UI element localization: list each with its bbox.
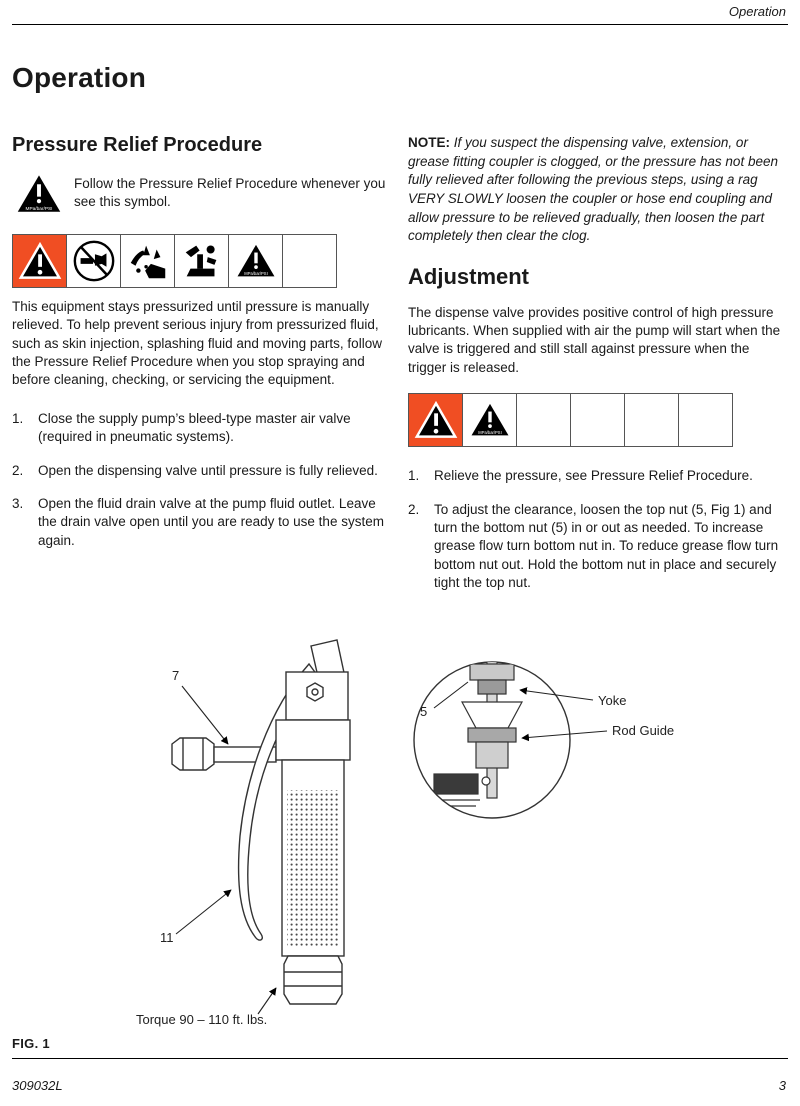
mpa-bar-psi-label: MPa/bar/PSI	[477, 430, 502, 436]
moving-parts-hazard-icon	[175, 235, 229, 287]
list-item	[408, 501, 790, 593]
list-item	[408, 467, 790, 485]
mpa-bar-psi-label: MPa/bar/PSI	[243, 270, 268, 276]
step-number: 1.	[12, 410, 24, 426]
step-number: 3.	[12, 495, 24, 511]
list-item	[12, 462, 388, 480]
right-column	[408, 134, 790, 607]
adjustment-intro: The dispense valve provides positive control of high pressure lubricants. When supplied with air the pump will start when the valve is triggered and still stall against pressure when the trigger is released.	[408, 304, 781, 375]
figure-caption: FIG. 1	[12, 1036, 50, 1051]
step-number: 1.	[408, 468, 420, 484]
empty-hazard-cell	[517, 394, 571, 446]
section-title-pressure-relief: Pressure Relief Procedure	[12, 134, 263, 156]
pressure-rating-icon	[229, 235, 283, 287]
hazard-icon-table-right	[408, 393, 733, 447]
pressure-rating-icon	[463, 394, 517, 446]
note-paragraph	[408, 134, 790, 246]
header-rule	[12, 24, 788, 25]
step-text: Open the fluid drain valve at the pump fluid outlet. Leave the drain valve open until you are ready to use the system again.	[38, 495, 384, 548]
figure-callouts	[136, 668, 674, 1027]
warning-alert-icon	[409, 394, 463, 446]
grease-gun-body	[172, 640, 350, 1004]
left-column	[12, 134, 388, 565]
empty-hazard-cell	[571, 394, 625, 446]
page-title: Operation	[12, 62, 147, 93]
step-text: To adjust the clearance, loosen the top nut (5, Fig 1) and turn the bottom nut (5) in or out as needed. To increase grease flow turn bottom nut in. To reduce grease flow turn bottom nut out. Hold the bottom nut in place and securely tight the top nut.	[434, 501, 779, 590]
step-number: 2.	[408, 501, 420, 517]
symbol-note-text: Follow the Pressure Relief Procedure whenever you see this symbol.	[74, 176, 386, 210]
section-title-adjustment: Adjustment	[408, 263, 529, 289]
step-text: Relieve the pressure, see Pressure Relief Procedure.	[434, 468, 753, 484]
splashing-fluid-hazard-icon	[121, 235, 175, 287]
warning-alert-icon	[13, 235, 67, 287]
running-header: Operation	[728, 4, 786, 19]
skin-injection-hazard-icon	[67, 235, 121, 287]
hazard-icon-table-left	[12, 234, 337, 288]
empty-hazard-cell	[679, 394, 733, 446]
footer-rule	[12, 1058, 788, 1059]
dispense-valve-drawing	[10, 628, 790, 1028]
mpa-bar-psi-label: MPa/bar/PSI	[25, 206, 53, 212]
empty-hazard-cell	[283, 235, 337, 287]
pressure-warning-triangle-icon	[16, 173, 62, 220]
document-number: 309032L	[12, 1078, 63, 1093]
callout-7: 7	[172, 668, 180, 683]
empty-hazard-cell	[625, 394, 679, 446]
label-yoke: Yoke	[598, 693, 627, 708]
list-item	[12, 495, 388, 550]
callout-5: 5	[420, 704, 428, 719]
step-text: Open the dispensing valve until pressure is fully relieved.	[38, 462, 378, 478]
adjustment-steps	[408, 467, 790, 592]
figure-1	[10, 628, 790, 1030]
step-number: 2.	[12, 462, 24, 478]
callout-11: 11	[160, 930, 174, 945]
pressurized-equipment-warning: This equipment stays pressurized until pressure is manually relieved. To help prevent serious injury from pressurized fluid, such as skin injection, splashing fluid and moving parts, follow the Pressure Relief Procedure when you stop spraying and before cleaning, checking, or servicing the equipment.	[12, 299, 382, 388]
label-torque: Torque 90 – 110 ft. lbs.	[136, 1012, 268, 1027]
label-rod-guide: Rod Guide	[612, 723, 675, 738]
note-text: If you suspect the dispensing valve, extension, or grease fitting coupler is clogged, or the pressure has not been fully relieved after following the previous steps, using a rag VERY SLOWLY loosen the coupler or hose end coupling and allow pressure to be relieved gradually, then loosen the part completely then clear the clog.	[408, 135, 778, 244]
note-label: NOTE:	[408, 135, 450, 150]
step-text: Close the supply pump’s bleed-type master air valve (required in pneumatic systems).	[38, 410, 351, 445]
symbol-note-row	[16, 173, 388, 220]
page-number: 3	[778, 1078, 786, 1093]
list-item	[12, 410, 388, 447]
pressure-relief-steps	[12, 410, 388, 550]
